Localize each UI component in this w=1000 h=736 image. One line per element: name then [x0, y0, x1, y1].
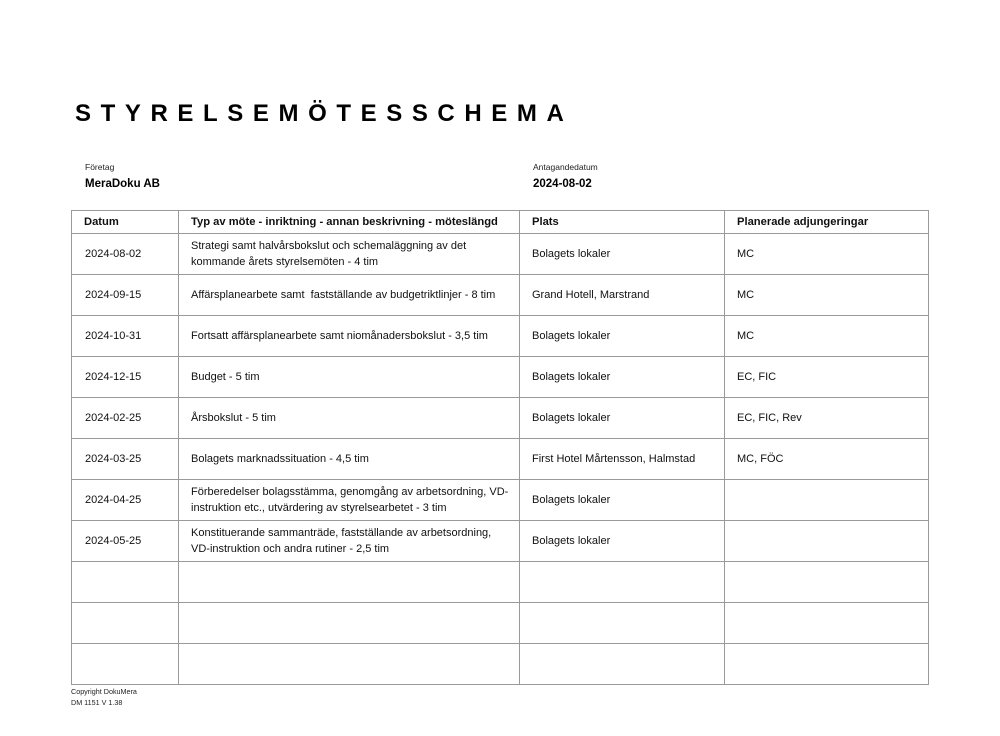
cell-plats	[520, 562, 725, 603]
table-row-empty	[72, 644, 929, 685]
table-row	[72, 480, 929, 521]
cell-typ	[179, 562, 520, 603]
cell-typ: Budget - 5 tim	[179, 357, 520, 398]
cell-plats	[520, 644, 725, 685]
cell-adjungeringar: MC	[725, 316, 929, 357]
cell-typ	[179, 603, 520, 644]
footer-version: DM 1151 V 1.38	[71, 698, 123, 707]
cell-adjungeringar	[725, 603, 929, 644]
table-row	[72, 316, 929, 357]
cell-plats: First Hotel Mårtensson, Halmstad	[520, 439, 725, 480]
cell-adjungeringar: MC	[725, 275, 929, 316]
cell-adjungeringar	[725, 562, 929, 603]
cell-typ: Fortsatt affärsplanearbete samt niomånadersbokslut - 3,5 tim	[179, 316, 520, 357]
adoption-date-label: Antagandedatum	[533, 162, 598, 172]
cell-plats: Bolagets lokaler	[520, 480, 725, 521]
cell-typ: Strategi samt halvårsbokslut och schemaläggning av det kommande årets styrelsemöten - 4 tim	[179, 234, 520, 275]
header-plats: Plats	[520, 211, 725, 234]
cell-plats	[520, 603, 725, 644]
cell-adjungeringar	[725, 480, 929, 521]
adoption-date-value: 2024-08-02	[533, 178, 592, 190]
cell-typ: Affärsplanearbete samt fastställande av budgetriktlinjer - 8 tim	[179, 275, 520, 316]
cell-adjungeringar: EC, FIC, Rev	[725, 398, 929, 439]
table-row-empty	[72, 562, 929, 603]
header-datum: Datum	[72, 211, 179, 234]
cell-datum: 2024-02-25	[72, 398, 179, 439]
cell-datum: 2024-10-31	[72, 316, 179, 357]
company-value: MeraDoku AB	[85, 178, 160, 190]
cell-plats: Bolagets lokaler	[520, 398, 725, 439]
document-title: STYRELSEMÖTESSCHEMA	[75, 100, 574, 127]
table-row	[72, 439, 929, 480]
cell-adjungeringar: MC, FÖC	[725, 439, 929, 480]
cell-datum: 2024-09-15	[72, 275, 179, 316]
cell-adjungeringar: MC	[725, 234, 929, 275]
cell-typ: Bolagets marknadssituation - 4,5 tim	[179, 439, 520, 480]
cell-plats: Grand Hotell, Marstrand	[520, 275, 725, 316]
cell-typ	[179, 644, 520, 685]
cell-plats: Bolagets lokaler	[520, 521, 725, 562]
table-row-empty	[72, 603, 929, 644]
table-header-row	[72, 211, 929, 234]
footer-copyright: Copyright DokuMera	[71, 687, 137, 696]
cell-adjungeringar	[725, 521, 929, 562]
table-row	[72, 357, 929, 398]
cell-typ: Förberedelser bolagsstämma, genomgång av arbetsordning, VD-instruktion etc., utvärdering av styrelsearbetet - 3 tim	[179, 480, 520, 521]
cell-plats: Bolagets lokaler	[520, 357, 725, 398]
company-label: Företag	[85, 162, 115, 172]
cell-adjungeringar: EC, FIC	[725, 357, 929, 398]
cell-datum: 2024-12-15	[72, 357, 179, 398]
table-row	[72, 234, 929, 275]
cell-adjungeringar	[725, 644, 929, 685]
cell-plats: Bolagets lokaler	[520, 316, 725, 357]
cell-datum: 2024-05-25	[72, 521, 179, 562]
cell-typ: Årsbokslut - 5 tim	[179, 398, 520, 439]
cell-datum	[72, 644, 179, 685]
cell-datum: 2024-08-02	[72, 234, 179, 275]
cell-datum	[72, 562, 179, 603]
cell-datum: 2024-03-25	[72, 439, 179, 480]
header-typ: Typ av möte - inriktning - annan beskrivning - möteslängd	[179, 211, 520, 234]
table-row	[72, 398, 929, 439]
table-row	[72, 275, 929, 316]
table-row	[72, 521, 929, 562]
cell-plats: Bolagets lokaler	[520, 234, 725, 275]
cell-typ: Konstituerande sammanträde, fastställande av arbetsordning, VD-instruktion och andra rutiner - 2,5 tim	[179, 521, 520, 562]
meeting-schedule-table	[71, 210, 929, 685]
header-adjungeringar: Planerade adjungeringar	[725, 211, 929, 234]
cell-datum	[72, 603, 179, 644]
cell-datum: 2024-04-25	[72, 480, 179, 521]
